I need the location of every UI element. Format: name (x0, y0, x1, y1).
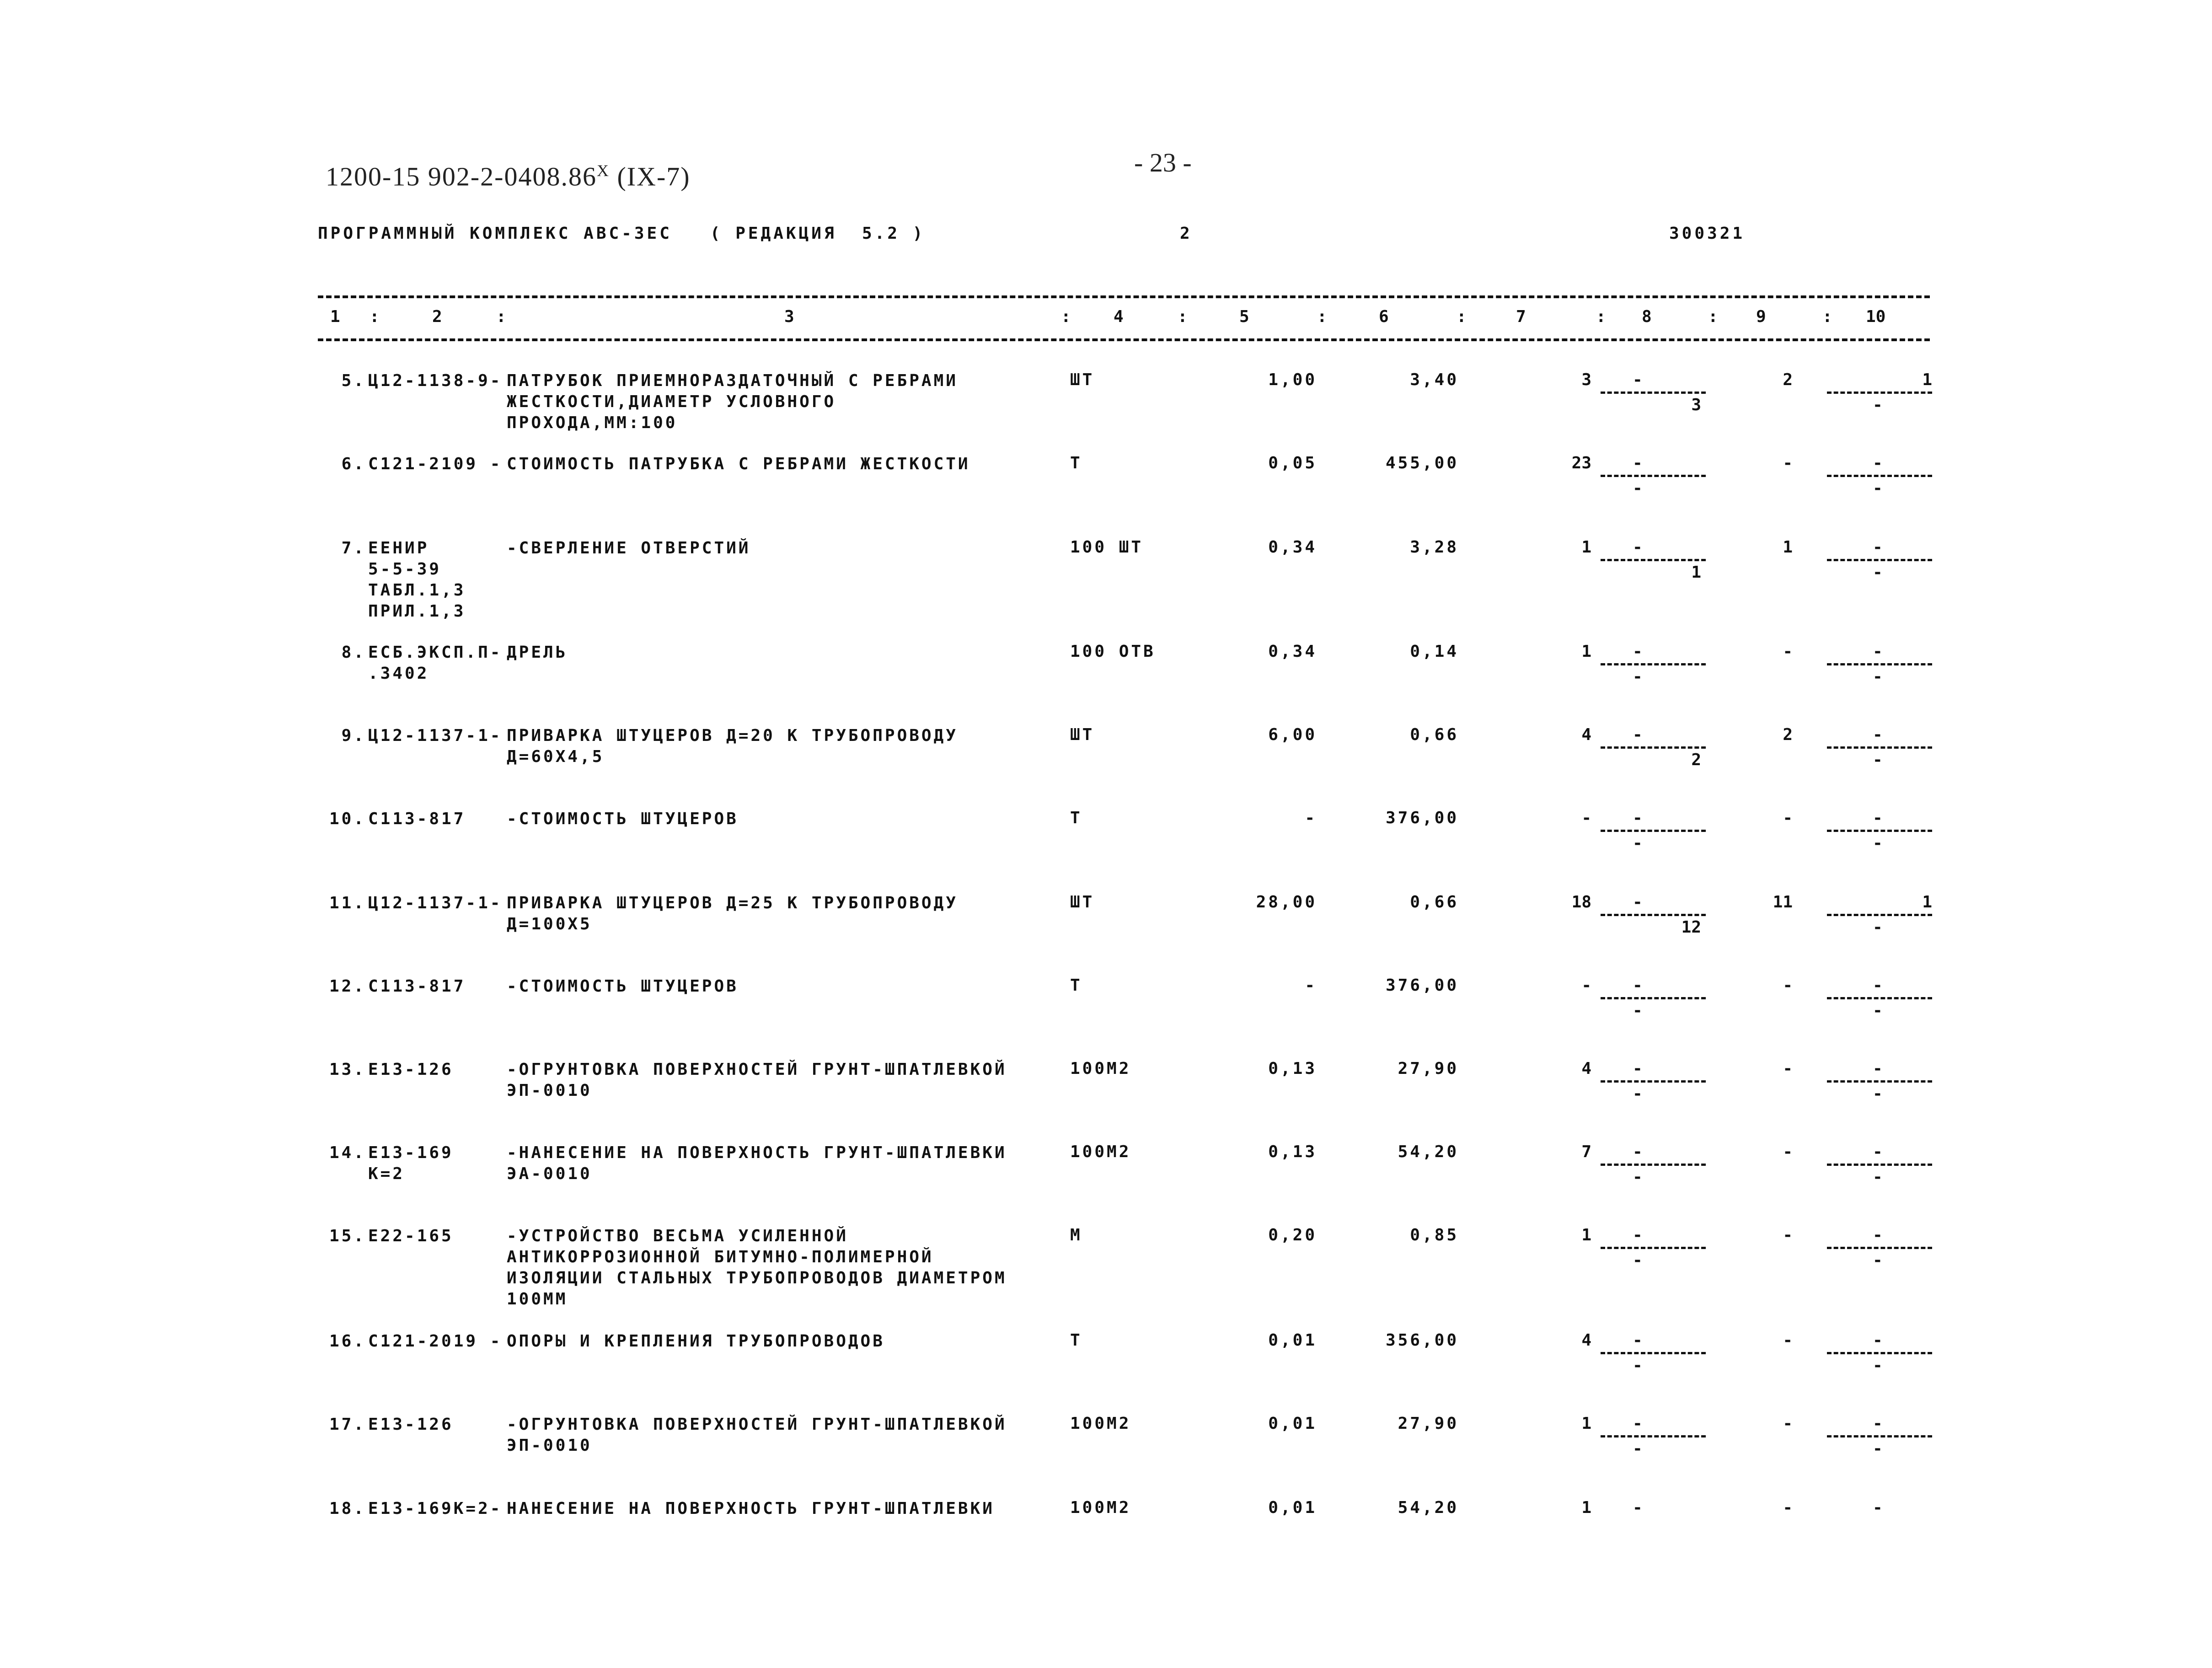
col8-bottom: - (1633, 1251, 1643, 1270)
col8-fraction (1601, 538, 1706, 583)
row-code: С113-817 (368, 810, 466, 828)
row-code: Е13-126 (368, 1415, 454, 1434)
col10-top: - (1873, 642, 1883, 661)
row-total: 4 (1581, 725, 1591, 744)
row-unit: ШТ (1070, 725, 1095, 744)
row-unit: 100М2 (1070, 1059, 1131, 1078)
col10-top: - (1873, 1498, 1883, 1517)
col8-divider (1601, 1164, 1706, 1166)
row-description: -УСТРОЙСТВО ВЕСЬМА УСИЛЕННОЙ АНТИКОРРОЗИОННОЙ БИТУМНО-ПОЛИМЕРНОЙ ИЗОЛЯЦИИ СТАЛЬНЫХ ТРУБОПРОВОДОВ ДИАМЕТРОМ 100ММ (507, 1227, 1007, 1309)
col8-top: - (1633, 1331, 1643, 1350)
table-header-rule (318, 338, 1930, 341)
col-header-10: 10 (1866, 307, 1886, 326)
col10-divider (1827, 1247, 1932, 1249)
row-price: 3,28 (1410, 538, 1459, 557)
col-header-1: 1 (330, 307, 340, 326)
row-quantity: 0,20 (1268, 1226, 1317, 1244)
col10-divider (1827, 392, 1932, 394)
col10-top: - (1873, 1226, 1883, 1244)
col8-fraction (1601, 1414, 1706, 1459)
col10-bottom: - (1873, 1251, 1883, 1270)
col8-fraction (1601, 725, 1706, 771)
col10-divider (1827, 475, 1932, 477)
row-number: 9. (341, 726, 366, 745)
row-code: Ц12-1138-9- (368, 371, 503, 390)
row-price: 356,00 (1385, 1331, 1459, 1350)
row-unit: 100М2 (1070, 1498, 1131, 1517)
row-number: 15. (329, 1227, 366, 1245)
col8-fraction (1601, 370, 1706, 416)
row-code: ЕСБ.ЭКСП.П- .3402 (368, 643, 503, 683)
col8-top: - (1633, 725, 1643, 744)
col10-top: - (1873, 454, 1883, 472)
row-description: -ОГРУНТОВКА ПОВЕРХНОСТЕЙ ГРУНТ-ШПАТЛЕВКОЙ ЭП-0010 (507, 1415, 1007, 1455)
col10-bottom (1827, 1518, 1932, 1539)
col-header-9: 9 (1756, 307, 1766, 326)
col8-fraction (1601, 642, 1706, 687)
row-total: 18 (1571, 893, 1591, 912)
row-quantity: - (1305, 809, 1317, 827)
col10-fraction (1827, 1059, 1932, 1105)
col10-bottom: - (1873, 1168, 1883, 1186)
col10-top: - (1873, 1142, 1883, 1161)
col10-fraction (1827, 642, 1932, 687)
row-unit: 100М2 (1070, 1142, 1131, 1161)
row-price: 0,14 (1410, 642, 1459, 661)
col10-top: - (1873, 1059, 1883, 1078)
col-header-7: 7 (1516, 307, 1526, 326)
doc-code-text: 1200-15 902-2-0408.86 (326, 161, 597, 192)
col-separator: : (370, 307, 380, 326)
row-total: 7 (1581, 1142, 1591, 1161)
row-total: 3 (1581, 370, 1591, 389)
row-price: 54,20 (1398, 1142, 1459, 1161)
col8-fraction (1601, 976, 1706, 1021)
col10-fraction (1827, 725, 1932, 771)
col-separator: : (496, 307, 506, 326)
col8-bottom: - (1633, 1084, 1643, 1103)
row-number: 12. (329, 977, 366, 996)
row-code: ЕЕНИР 5-5-39 ТАБЛ.1,3 ПРИЛ.1,3 (368, 539, 466, 621)
col8-top: - (1633, 976, 1643, 995)
col8-bottom: - (1633, 479, 1643, 498)
col10-bottom: - (1873, 1439, 1883, 1458)
row-description: ОПОРЫ И КРЕПЛЕНИЯ ТРУБОПРОВОДОВ (507, 1332, 885, 1351)
row-unit: Т (1070, 809, 1082, 827)
row-description: -СТОИМОСТЬ ШТУЦЕРОВ (507, 977, 739, 996)
page-number: - 23 - (1134, 148, 1192, 177)
col8-bottom: 2 (1691, 751, 1701, 769)
row-col9: - (1783, 642, 1793, 661)
row-price: 54,20 (1398, 1498, 1459, 1517)
row-price: 3,40 (1410, 370, 1459, 389)
row-description: СТОИМОСТЬ ПАТРУБКА С РЕБРАМИ ЖЕСТКОСТИ (507, 455, 970, 473)
col10-divider (1827, 663, 1932, 665)
row-price: 0,66 (1410, 725, 1459, 744)
col10-top: - (1873, 1414, 1883, 1433)
row-quantity: - (1305, 976, 1317, 995)
row-number: 11. (329, 894, 366, 912)
row-code: С121-2109 - (368, 455, 503, 473)
row-total: - (1581, 976, 1591, 995)
document-code (326, 161, 691, 192)
row-col9: 2 (1783, 370, 1793, 389)
col-separator: : (1178, 307, 1188, 326)
col8-bottom: - (1633, 1439, 1643, 1458)
row-total: 4 (1581, 1331, 1591, 1350)
document-code-number: 300321 (1669, 224, 1746, 243)
col-header-4: 4 (1114, 307, 1124, 326)
row-unit: Т (1070, 1331, 1082, 1350)
col10-divider (1827, 1080, 1932, 1083)
col10-fraction (1827, 1226, 1932, 1271)
col8-fraction (1601, 1331, 1706, 1376)
row-total: 1 (1581, 642, 1591, 661)
row-description: ДРЕЛЬ (507, 643, 568, 662)
col8-divider (1601, 475, 1706, 477)
col10-fraction (1827, 454, 1932, 499)
row-code: С113-817 (368, 977, 466, 996)
col-separator: : (1822, 307, 1832, 326)
row-number: 6. (341, 455, 366, 473)
col10-top: 1 (1922, 893, 1932, 912)
col8-fraction (1601, 893, 1706, 938)
row-quantity: 28,00 (1256, 893, 1317, 912)
row-unit: М (1070, 1226, 1082, 1244)
col8-divider (1601, 392, 1706, 394)
row-number: 7. (341, 539, 366, 558)
row-col9: - (1783, 454, 1793, 472)
row-col9: - (1783, 1226, 1793, 1244)
row-code: С121-2019 - (368, 1332, 503, 1351)
row-price: 376,00 (1385, 976, 1459, 995)
row-unit: 100 ШТ (1070, 538, 1144, 557)
col10-divider (1827, 997, 1932, 999)
col8-fraction (1601, 454, 1706, 499)
doc-code-tail: (IX-7) (609, 161, 691, 192)
col10-top: - (1873, 976, 1883, 995)
row-number: 8. (341, 643, 366, 662)
program-title: ПРОГРАММНЫЙ КОМПЛЕКС АВС-ЗЕС ( РЕДАКЦИЯ 5.2 ) (318, 224, 926, 243)
row-quantity: 0,01 (1268, 1331, 1317, 1350)
row-price: 376,00 (1385, 809, 1459, 827)
row-total: 1 (1581, 1226, 1591, 1244)
col8-divider (1601, 997, 1706, 999)
col10-fraction (1827, 1414, 1932, 1459)
col10-fraction (1827, 1142, 1932, 1188)
col10-bottom: - (1873, 563, 1883, 582)
col10-bottom: - (1873, 751, 1883, 769)
col8-bottom: 12 (1681, 918, 1701, 937)
row-number: 18. (329, 1499, 366, 1518)
row-unit: Т (1070, 976, 1082, 995)
row-total: 4 (1581, 1059, 1591, 1078)
col-header-8: 8 (1642, 307, 1652, 326)
row-number: 14. (329, 1143, 366, 1162)
col10-fraction (1827, 1331, 1932, 1376)
row-quantity: 0,13 (1268, 1059, 1317, 1078)
row-quantity: 0,01 (1268, 1414, 1317, 1433)
row-col9: - (1783, 1331, 1793, 1350)
col-separator: : (1061, 307, 1071, 326)
row-price: 455,00 (1385, 454, 1459, 472)
col8-top: - (1633, 1142, 1643, 1161)
col8-top: - (1633, 370, 1643, 389)
col10-divider (1827, 914, 1932, 916)
col8-bottom: 1 (1691, 563, 1701, 582)
row-price: 27,90 (1398, 1059, 1459, 1078)
col10-top: - (1873, 809, 1883, 827)
col8-divider (1601, 559, 1706, 561)
col10-bottom: - (1873, 918, 1883, 937)
row-code: Ц12-1137-1- (368, 894, 503, 912)
row-col9: - (1783, 809, 1793, 827)
table-top-rule (318, 295, 1930, 298)
row-total: 1 (1581, 1414, 1591, 1433)
col10-bottom: - (1873, 667, 1883, 686)
row-col9: - (1783, 976, 1793, 995)
row-quantity: 0,34 (1268, 642, 1317, 661)
row-unit: ШТ (1070, 370, 1095, 389)
row-description: -СТОИМОСТЬ ШТУЦЕРОВ (507, 810, 739, 828)
col8-fraction (1601, 1059, 1706, 1105)
col10-fraction (1827, 370, 1932, 416)
col8-bottom: - (1633, 1001, 1643, 1020)
row-col9: - (1783, 1142, 1793, 1161)
col8-fraction (1601, 1226, 1706, 1271)
col10-divider (1827, 1352, 1932, 1354)
row-description: ПРИВАРКА ШТУЦЕРОВ Д=25 К ТРУБОПРОВОДУ Д=100Х5 (507, 894, 958, 933)
col10-bottom: - (1873, 396, 1883, 414)
col-separator: : (1708, 307, 1718, 326)
col8-divider (1601, 1435, 1706, 1437)
row-col9: - (1783, 1414, 1793, 1433)
col8-top: - (1633, 1059, 1643, 1078)
col10-bottom: - (1873, 479, 1883, 498)
row-description: -ОГРУНТОВКА ПОВЕРХНОСТЕЙ ГРУНТ-ШПАТЛЕВКОЙ ЭП-0010 (507, 1060, 1007, 1100)
row-description: ПАТРУБОК ПРИЕМНОРАЗДАТОЧНЫЙ С РЕБРАМИ ЖЕСТКОСТИ,ДИАМЕТР УСЛОВНОГО ПРОХОДА,ММ:100 (507, 371, 958, 432)
col10-top: - (1873, 725, 1883, 744)
row-description: -НАНЕСЕНИЕ НА ПОВЕРХНОСТЬ ГРУНТ-ШПАТЛЕВКИ ЭА-0010 (507, 1143, 1007, 1183)
row-quantity: 1,00 (1268, 370, 1317, 389)
row-unit: ШТ (1070, 893, 1095, 912)
col8-bottom: - (1633, 667, 1643, 686)
row-number: 17. (329, 1415, 366, 1434)
row-quantity: 0,13 (1268, 1142, 1317, 1161)
col10-fraction (1827, 538, 1932, 583)
col8-top: - (1633, 538, 1643, 557)
row-total: 23 (1571, 454, 1591, 472)
col10-divider (1827, 1435, 1932, 1437)
col10-divider (1827, 746, 1932, 749)
row-quantity: 0,34 (1268, 538, 1317, 557)
row-description: НАНЕСЕНИЕ НА ПОВЕРХНОСТЬ ГРУНТ-ШПАТЛЕВКИ (507, 1499, 995, 1518)
row-code: Е13-126 (368, 1060, 454, 1079)
col10-fraction (1827, 809, 1932, 854)
col10-fraction (1827, 976, 1932, 1021)
row-quantity: 6,00 (1268, 725, 1317, 744)
row-quantity: 0,05 (1268, 454, 1317, 472)
col8-bottom: - (1633, 1356, 1643, 1375)
row-number: 5. (341, 371, 366, 390)
col8-divider (1601, 663, 1706, 665)
col8-top: - (1633, 454, 1643, 472)
col8-fraction (1601, 1142, 1706, 1188)
row-col9: 1 (1783, 538, 1793, 557)
row-description: -СВЕРЛЕНИЕ ОТВЕРСТИЙ (507, 539, 751, 558)
row-unit: 100М2 (1070, 1414, 1131, 1433)
row-total: 1 (1581, 538, 1591, 557)
col10-top: 1 (1922, 370, 1932, 389)
row-price: 0,85 (1410, 1226, 1459, 1244)
col8-divider (1601, 830, 1706, 832)
col8-top: - (1633, 1498, 1643, 1517)
col8-bottom: - (1633, 1168, 1643, 1186)
col-header-6: 6 (1379, 307, 1389, 326)
col8-bottom: - (1633, 834, 1643, 853)
row-number: 16. (329, 1332, 366, 1351)
row-description: ПРИВАРКА ШТУЦЕРОВ Д=20 К ТРУБОПРОВОДУ Д=60Х4,5 (507, 726, 958, 766)
col10-top: - (1873, 538, 1883, 557)
col-separator: : (1457, 307, 1467, 326)
row-number: 13. (329, 1060, 366, 1079)
row-total: - (1581, 809, 1591, 827)
col10-divider (1827, 559, 1932, 561)
col10-top: - (1873, 1331, 1883, 1350)
row-col9: - (1783, 1498, 1793, 1517)
col8-fraction (1601, 1498, 1706, 1539)
row-price: 0,66 (1410, 893, 1459, 912)
row-unit: Т (1070, 454, 1082, 472)
row-code: Е13-169К=2- (368, 1499, 503, 1518)
col-header-5: 5 (1239, 307, 1249, 326)
row-code: Е22-165 (368, 1227, 454, 1245)
col-separator: : (1596, 307, 1606, 326)
col8-top: - (1633, 809, 1643, 827)
col8-top: - (1633, 1414, 1643, 1433)
col8-top: - (1633, 642, 1643, 661)
row-quantity: 0,01 (1268, 1498, 1317, 1517)
row-code: Ц12-1137-1- (368, 726, 503, 745)
col10-bottom: - (1873, 1001, 1883, 1020)
col8-divider (1601, 1080, 1706, 1083)
col8-divider (1601, 1352, 1706, 1354)
row-price: 27,90 (1398, 1414, 1459, 1433)
row-total: 1 (1581, 1498, 1591, 1517)
col10-fraction (1827, 893, 1932, 938)
col-separator: : (1317, 307, 1327, 326)
col8-divider (1601, 746, 1706, 749)
row-col9: 11 (1773, 893, 1793, 912)
col8-divider (1601, 914, 1706, 916)
doc-code-sup: X (596, 161, 610, 180)
row-col9: 2 (1783, 725, 1793, 744)
col10-bottom: - (1873, 1356, 1883, 1375)
col8-top: - (1633, 893, 1643, 912)
row-number: 10. (329, 810, 366, 828)
col10-divider (1827, 1164, 1932, 1166)
col8-bottom: 3 (1691, 396, 1701, 414)
col10-divider (1827, 830, 1932, 832)
col10-bottom: - (1873, 1084, 1883, 1103)
sheet-number: 2 (1180, 224, 1193, 243)
row-unit: 100 ОТВ (1070, 642, 1156, 661)
col-header-2: 2 (432, 307, 442, 326)
col-header-3: 3 (784, 307, 794, 326)
row-col9: - (1783, 1059, 1793, 1078)
col10-bottom: - (1873, 834, 1883, 853)
col10-fraction (1827, 1498, 1932, 1539)
col8-fraction (1601, 809, 1706, 854)
col8-bottom (1601, 1518, 1706, 1539)
col8-divider (1601, 1247, 1706, 1249)
row-code: Е13-169 К=2 (368, 1143, 454, 1183)
col8-top: - (1633, 1226, 1643, 1244)
